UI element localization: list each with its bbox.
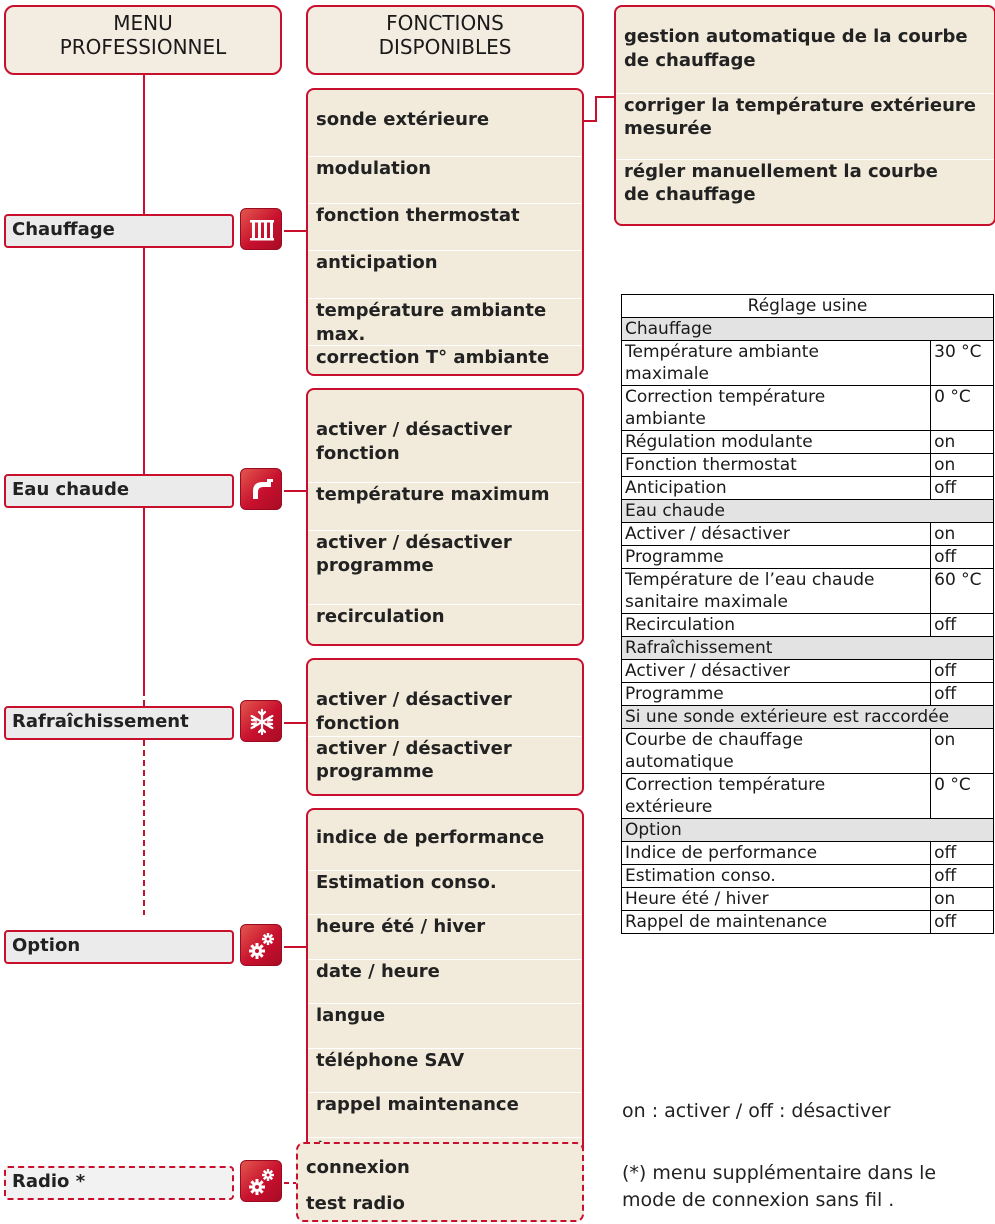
table-cell-label: Courbe de chauffage automatique xyxy=(622,729,931,774)
table-cell-label: Anticipation xyxy=(622,477,931,500)
table-title: Réglage usine xyxy=(622,295,994,318)
fn-date-heure: date / heure xyxy=(308,959,582,984)
fonctions-header-line2: DISPONIBLES xyxy=(378,35,512,59)
connector-eau-chaude xyxy=(284,490,308,492)
menu-item-rafraichissement-label: Rafraîchissement xyxy=(12,711,189,732)
table-cell-value: off xyxy=(931,683,994,706)
table-cell-value: 30 °C xyxy=(931,341,994,386)
table-cell-value: off xyxy=(931,660,994,683)
table-section-label: Option xyxy=(622,819,994,842)
fn-rf-activer-fonction: activer / désactiver fonction xyxy=(316,689,512,734)
table-section-row xyxy=(622,318,994,341)
table-cell-label: Recirculation xyxy=(622,614,931,637)
table-section-label: Si une sonde extérieure est raccordée xyxy=(622,706,994,729)
table-cell-label: Estimation conso. xyxy=(622,865,931,888)
fn-indice-performance: indice de performance xyxy=(316,827,545,848)
table-cell-value: 0 °C xyxy=(931,774,994,819)
table-cell-label: Température ambiante maximale xyxy=(622,341,931,386)
menu-header-line2: PROFESSIONNEL xyxy=(59,35,227,59)
table-cell-value: off xyxy=(931,842,994,865)
table-cell-value: off xyxy=(931,614,994,637)
gears-icon xyxy=(240,924,282,966)
sonde-detail-1b: de chauffage xyxy=(624,50,756,71)
fn-modulation: modulation xyxy=(308,156,582,181)
menu-header-line1: MENU xyxy=(113,11,173,35)
fn-estimation-conso: Estimation conso. xyxy=(308,870,582,895)
fn-langue: langue xyxy=(308,1003,582,1028)
table-cell-label: Programme xyxy=(622,683,931,706)
table-row xyxy=(622,386,994,431)
connector-rafraichissement xyxy=(284,722,308,724)
table-cell-value: 0 °C xyxy=(931,386,994,431)
fn-heure-ete-hiver: heure été / hiver xyxy=(308,914,582,939)
fn-anticipation: anticipation xyxy=(308,250,582,275)
table-section-row xyxy=(622,637,994,660)
table-cell-label: Rappel de maintenance xyxy=(622,911,931,934)
table-cell-value: off xyxy=(931,546,994,569)
fn-ec-temperature-maximum: température maximum xyxy=(308,482,582,507)
table-section-row xyxy=(622,706,994,729)
menu-item-option[interactable] xyxy=(4,930,234,964)
table-row xyxy=(622,341,994,386)
table-section-row xyxy=(622,500,994,523)
fn-fonction-thermostat: fonction thermostat xyxy=(308,203,582,228)
table-row xyxy=(622,660,994,683)
factory-settings-table xyxy=(621,294,994,934)
sonde-detail-3b: de chauffage xyxy=(624,184,756,205)
sonde-detail-1a: gestion automatique de la courbe xyxy=(624,26,968,47)
table-row xyxy=(622,774,994,819)
table-cell-label: Heure été / hiver xyxy=(622,888,931,911)
table-cell-label: Activer / désactiver xyxy=(622,523,931,546)
menu-item-chauffage[interactable] xyxy=(4,214,234,248)
table-row xyxy=(622,477,994,500)
radio-functions-box xyxy=(296,1142,584,1222)
table-cell-label: Activer / désactiver xyxy=(622,660,931,683)
menu-item-rafraichissement[interactable] xyxy=(4,706,234,740)
table-cell-value: off xyxy=(931,911,994,934)
fn-correction-t-ambiante: correction T° ambiante xyxy=(308,345,582,370)
table-row xyxy=(622,911,994,934)
option-functions-box xyxy=(306,808,584,1180)
table-row xyxy=(622,729,994,774)
chauffage-functions-box xyxy=(306,88,584,376)
table-section-label: Eau chaude xyxy=(622,500,994,523)
table-cell-label: Indice de performance xyxy=(622,842,931,865)
table-cell-value: on xyxy=(931,431,994,454)
table-cell-label: Fonction thermostat xyxy=(622,454,931,477)
gears-icon xyxy=(240,1160,282,1202)
fn-ec-activer-programme-2: programme xyxy=(316,555,434,576)
fn-ec-activer-fonction: activer / désactiver fonction xyxy=(316,419,512,464)
fn-telephone-sav: téléphone SAV xyxy=(308,1048,582,1073)
menu-item-chauffage-label: Chauffage xyxy=(12,219,115,240)
table-cell-value: 60 °C xyxy=(931,569,994,614)
table-cell-value: off xyxy=(931,865,994,888)
fonctions-header-line1: FONCTIONS xyxy=(386,11,504,35)
radiator-icon xyxy=(240,208,282,250)
rafraichissement-functions-box xyxy=(306,658,584,796)
table-cell-label: Correction température extérieure xyxy=(622,774,931,819)
fn-ec-activer-programme-1: activer / désactiver xyxy=(308,530,582,555)
fn-test-radio: test radio xyxy=(306,1193,405,1214)
fn-sonde-exterieure: sonde extérieure xyxy=(316,109,490,130)
faucet-icon xyxy=(240,468,282,510)
sonde-detail-2a: corriger la température extérieure xyxy=(616,93,994,118)
table-cell-label: Température de l’eau chaude sanitaire maximale xyxy=(622,569,931,614)
table-row xyxy=(622,523,994,546)
table-row xyxy=(622,614,994,637)
table-cell-value: on xyxy=(931,729,994,774)
menu-item-eau-chaude-label: Eau chaude xyxy=(12,479,130,500)
fn-rf-activer-programme-2: programme xyxy=(316,761,434,782)
footnote-line1: (*) menu supplémentaire dans le xyxy=(622,1162,937,1184)
sonde-detail-2b: mesurée xyxy=(624,118,712,139)
snowflake-icon xyxy=(240,700,282,742)
connector-sonde-h xyxy=(595,96,615,98)
table-cell-value: on xyxy=(931,454,994,477)
trunk-line xyxy=(143,74,145,691)
table-section-row xyxy=(622,819,994,842)
table-row xyxy=(622,888,994,911)
table-row xyxy=(622,569,994,614)
menu-item-radio[interactable] xyxy=(4,1166,234,1200)
table-cell-value: off xyxy=(931,477,994,500)
fn-temperature-ambiante-max: température ambiante max. xyxy=(308,298,582,347)
fonctions-header xyxy=(306,5,584,75)
fn-rappel-maintenance: rappel maintenance xyxy=(308,1092,582,1117)
menu-item-radio-label: Radio * xyxy=(12,1171,86,1192)
table-section-label: Chauffage xyxy=(622,318,994,341)
table-row xyxy=(622,454,994,477)
table-row xyxy=(622,842,994,865)
table-row xyxy=(622,865,994,888)
fn-ec-recirculation: recirculation xyxy=(308,604,582,629)
fn-rf-activer-programme-1: activer / désactiver xyxy=(308,736,582,761)
fn-connexion: connexion xyxy=(306,1157,410,1178)
sonde-detail-3a: régler manuellement la courbe xyxy=(616,159,994,184)
footnote-line2: mode de connexion sans fil . xyxy=(622,1189,895,1211)
legend-note: on : activer / off : désactiver xyxy=(622,1100,891,1122)
table-cell-value: on xyxy=(931,888,994,911)
table-row xyxy=(622,683,994,706)
table-row xyxy=(622,546,994,569)
connector-option xyxy=(284,946,308,948)
table-cell-label: Correction température ambiante xyxy=(622,386,931,431)
menu-item-eau-chaude[interactable] xyxy=(4,474,234,508)
connector-sonde-v xyxy=(595,96,597,122)
table-cell-value: on xyxy=(931,523,994,546)
table-cell-label: Régulation modulante xyxy=(622,431,931,454)
table-row xyxy=(622,431,994,454)
table-section-label: Rafraîchissement xyxy=(622,637,994,660)
table-cell-label: Programme xyxy=(622,546,931,569)
eau-chaude-functions-box xyxy=(306,388,584,646)
menu-header xyxy=(4,5,282,75)
table-body xyxy=(622,318,994,934)
menu-item-option-label: Option xyxy=(12,935,81,956)
connector-chauffage xyxy=(284,230,308,232)
sonde-details-box xyxy=(614,5,995,226)
